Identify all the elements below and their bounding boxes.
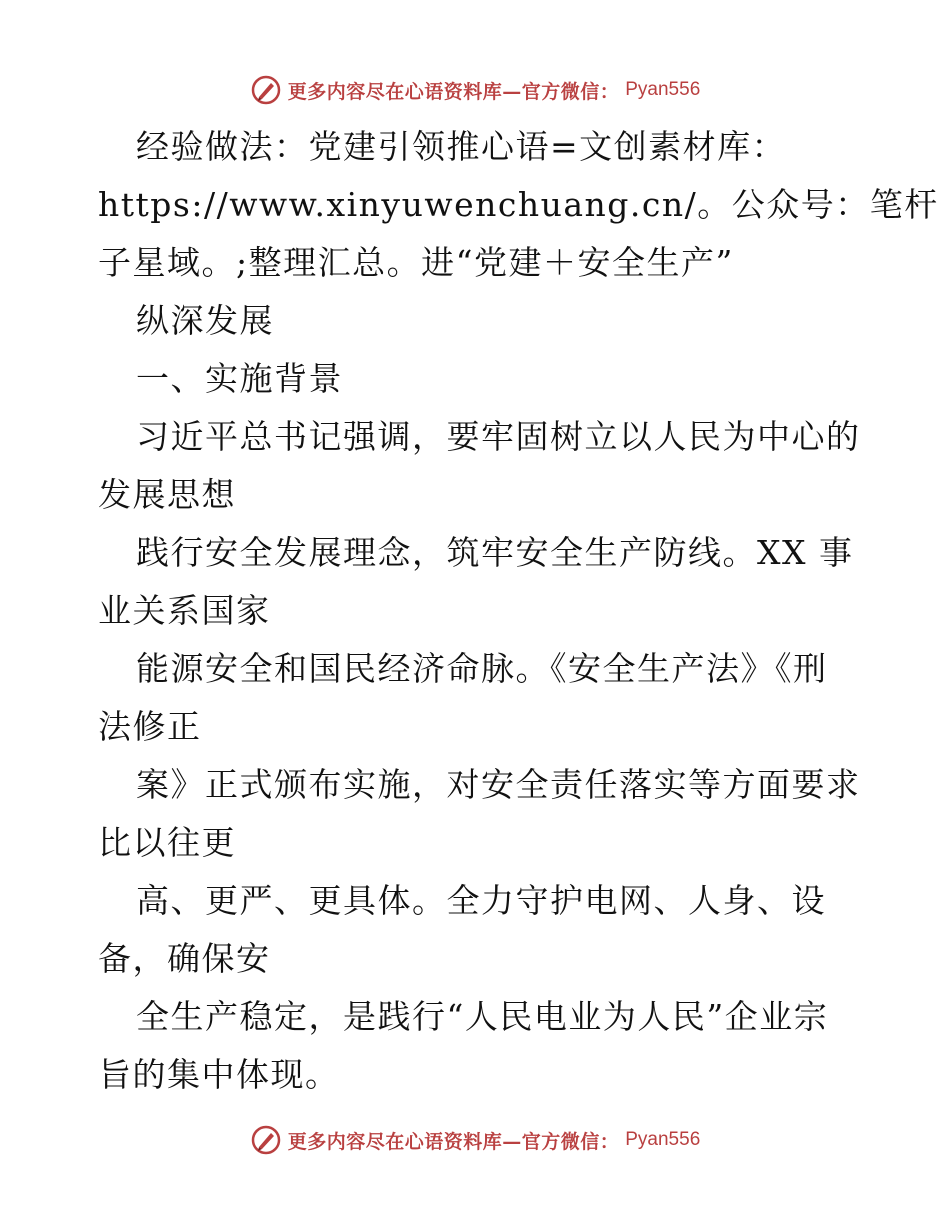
section-heading: 一、实施背景 <box>136 359 343 398</box>
text-line: 子星域。;整理汇总。进“党建＋安全生产” <box>98 243 734 282</box>
text-line: 高、更严、更具体。全力守护电网、人身、设 <box>136 881 826 920</box>
watermark-text-en: Pyan556 <box>625 79 701 100</box>
text-line-url <box>98 176 939 234</box>
text-line: 全生产稳定，是践行“人民电业为人民”企业宗 <box>136 997 829 1036</box>
text-line: 纵深发展 <box>136 301 274 340</box>
text-line: 能源安全和国民经济命脉。《安全生产法》《刑 <box>136 649 828 688</box>
text-line: 践行安全发展理念，筑牢安全生产防线。XX 事 <box>136 533 854 572</box>
footer-watermark <box>0 1120 950 1160</box>
watermark-text-cn: 更多内容尽在心语资料库—官方微信： <box>287 1130 620 1153</box>
text-line: 经验做法：党建引领推心语=文创素材库： <box>136 127 787 166</box>
text-line: 旨的集中体现。 <box>98 1055 340 1094</box>
text-line: 案》正式颁布实施，对安全责任落实等方面要求 <box>136 765 861 804</box>
document-body <box>98 118 939 1104</box>
text-line: 业关系国家 <box>98 591 271 630</box>
text-line: 习近平总书记强调，要牢固树立以人民为中心的 <box>136 417 861 456</box>
watermark-text-cn: 更多内容尽在心语资料库—官方微信： <box>287 80 620 103</box>
text-line: 备，确保安 <box>98 939 271 978</box>
pen-logo-icon <box>250 1124 282 1156</box>
watermark-banner <box>250 74 701 106</box>
header-watermark <box>0 70 950 110</box>
text-line: 比以往更 <box>98 823 236 862</box>
text-line: 发展思想 <box>98 475 236 514</box>
watermark-text-en: Pyan556 <box>625 1129 701 1150</box>
text-line: https://www.xinyuwenchuang.cn/。公众号：笔杆 <box>98 185 939 224</box>
text-line: 法修正 <box>98 707 202 746</box>
pen-logo-icon <box>250 74 282 106</box>
watermark-banner <box>250 1124 701 1156</box>
